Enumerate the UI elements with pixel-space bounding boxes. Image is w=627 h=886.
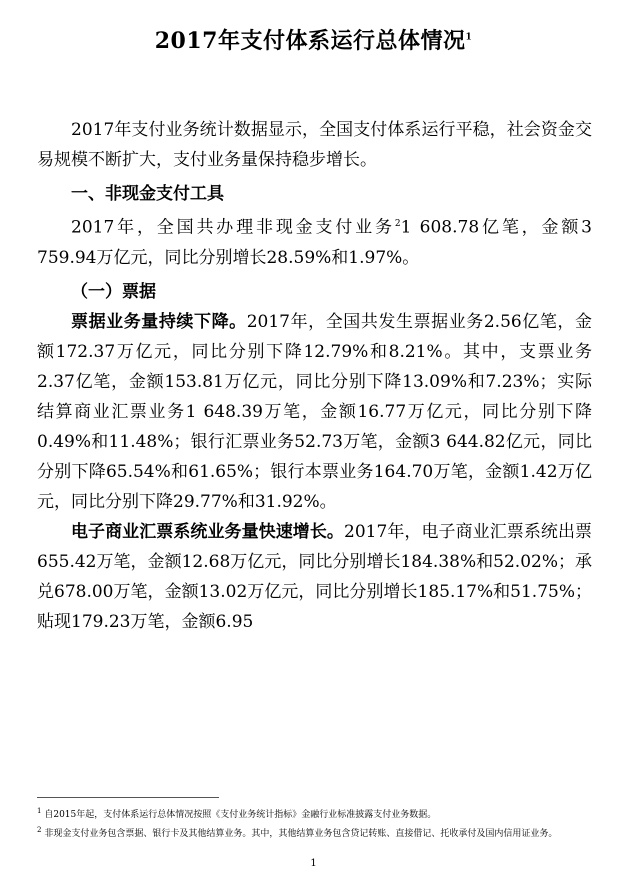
document-body bbox=[37, 115, 592, 637]
footnote-2 bbox=[37, 823, 592, 842]
footnote-2-num: 2 bbox=[37, 826, 42, 834]
section-heading: 一、非现金支付工具 bbox=[71, 184, 224, 204]
footnote-1 bbox=[37, 804, 592, 823]
title-footnote-ref: 1 bbox=[465, 32, 473, 43]
footnote-1-text: 自2015年起，支付体系运行总体情况按照《支付业务统计指标》金融行业标准披露支付业务数据。 bbox=[44, 810, 437, 820]
footnote-ref-2: 2 bbox=[394, 219, 401, 229]
ecds-paragraph bbox=[37, 517, 592, 637]
bills-paragraph bbox=[37, 307, 592, 517]
intro-paragraph: 2017年支付业务统计数据显示，全国支付体系运行平稳，社会资金交易规模不断扩大，支付业务量保持稳步增长。 bbox=[37, 120, 592, 170]
subsection-heading: （一）票据 bbox=[71, 281, 156, 302]
noncash-summary-paragraph bbox=[37, 209, 592, 273]
ecds-lead: 电子商业汇票系统业务量快速增长。 bbox=[71, 521, 344, 542]
bills-text: 2017年，全国共发生票据业务2.56亿笔，金额172.37万亿元，同比分别下降12.79%和8.21%。其中，支票业务2.37亿笔，金额153.81万亿元，同比分别下降13.09%和7.23%；实际结算商业汇票业务1 648.39万笔，金额16.77万亿元，同比分别下降0.49%和11.48%；银行汇票业务52.73万笔，金额3 644.82亿元，同比分别下降65.54%和61.65%；银行本票业务164.70万笔，金额1.42万亿元，同比分别下降29.77%和31.92%。 bbox=[37, 311, 593, 512]
page-number: 1 bbox=[310, 858, 317, 869]
page-title bbox=[0, 24, 627, 55]
footnote-divider bbox=[37, 797, 219, 798]
footnote-1-num: 1 bbox=[37, 807, 42, 815]
noncash-text-a: 2017年，全国共办理非现金支付业务 bbox=[71, 217, 395, 238]
noncash-text-b: 1 608.78亿笔，金额3 759.94万亿元，同比分别增长28.59%和1.97%。 bbox=[37, 217, 592, 268]
footnote-2-text: 非现金支付业务包含票据、银行卡及其他结算业务。其中，其他结算业务包含贷记转账、直接借记、托收承付及国内信用证业务。 bbox=[44, 829, 558, 839]
bills-lead: 票据业务量持续下降。 bbox=[71, 311, 247, 332]
title-text: 2017年支付体系运行总体情况 bbox=[154, 28, 466, 54]
ecds-text: 2017年，电子商业汇票系统出票655.42万笔，金额12.68万亿元，同比分别增长184.38%和52.02%；承兑678.00万笔，金额13.02万亿元，同比分别增长185.17%和51.75%；贴现179.23万笔，金额6.95 bbox=[37, 521, 593, 632]
footnotes bbox=[37, 804, 592, 842]
